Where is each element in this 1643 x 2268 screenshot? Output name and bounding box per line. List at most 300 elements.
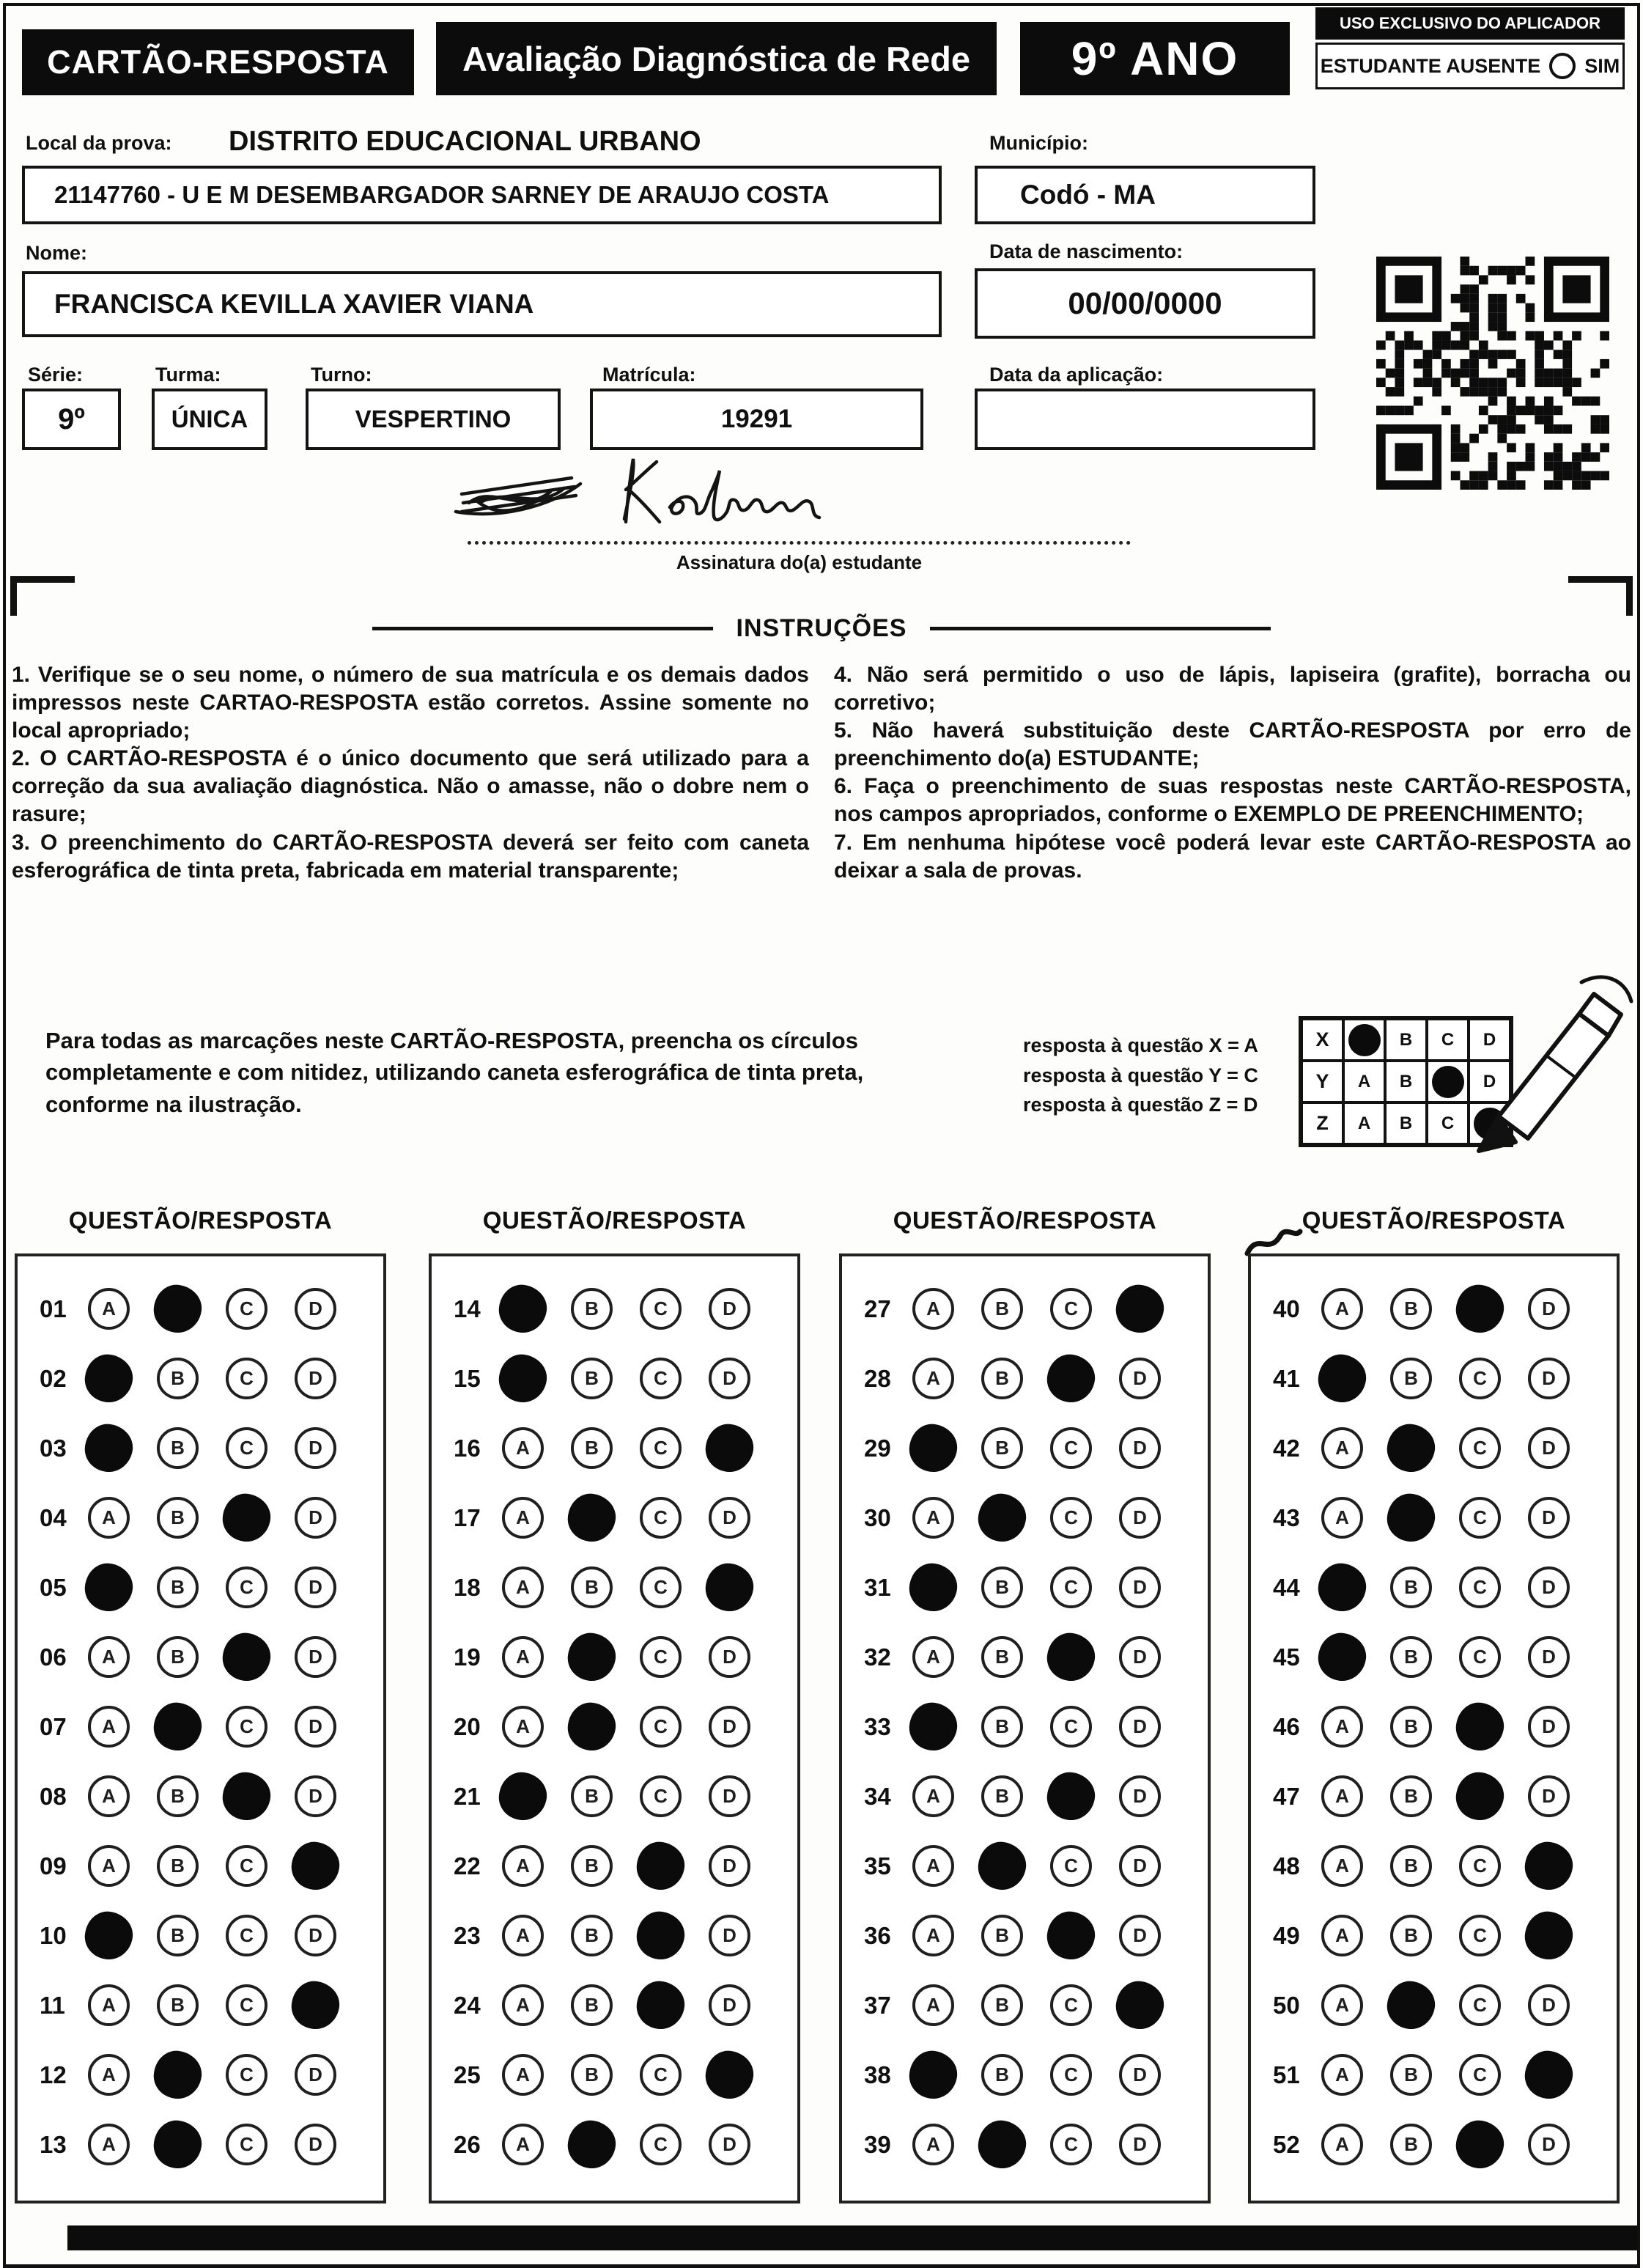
answer-bubble-b[interactable]: B <box>981 1636 1023 1678</box>
answer-bubble-d[interactable] <box>1113 1282 1167 1336</box>
column-header-2: QUESTÃO/RESPOSTA <box>482 1207 747 1234</box>
answer-bubble-c[interactable]: C <box>1050 1984 1092 2026</box>
answer-bubble-b[interactable]: B <box>157 1915 199 1956</box>
answer-bubble-a[interactable]: A <box>88 1706 130 1748</box>
instructions-rule-right <box>930 627 1271 630</box>
answer-bubble-b[interactable] <box>565 1700 619 1753</box>
answer-bubble-b[interactable]: B <box>157 1358 199 1399</box>
answer-bubble-d[interactable]: D <box>1119 1358 1161 1399</box>
answer-bubble-d[interactable] <box>1522 1909 1576 1962</box>
answer-bubble-d[interactable]: D <box>295 1288 336 1330</box>
question-number: 50 <box>1273 1991 1300 2019</box>
answer-bubble-b[interactable]: B <box>571 1984 613 2026</box>
answer-bubble-c[interactable]: C <box>640 1566 682 1608</box>
answers-column-3 <box>839 1253 1211 2203</box>
answer-bubble-a[interactable]: A <box>502 1566 544 1608</box>
answer-bubble-d[interactable]: D <box>1119 1497 1161 1539</box>
question-row <box>432 1413 797 1483</box>
answer-bubble-a[interactable]: A <box>88 1497 130 1539</box>
answer-bubble-b[interactable]: B <box>157 1845 199 1887</box>
answer-bubble-d[interactable]: D <box>295 2054 336 2096</box>
answer-bubble-d[interactable] <box>703 1421 756 1475</box>
answer-bubble-b[interactable]: B <box>571 1288 613 1330</box>
answer-bubble-b[interactable]: B <box>571 1915 613 1956</box>
question-row <box>432 1274 797 1344</box>
answer-bubble-a[interactable]: A <box>912 1984 954 2026</box>
question-number: 32 <box>864 1643 891 1671</box>
answer-bubble-b[interactable]: B <box>157 1427 199 1469</box>
question-number: 43 <box>1273 1503 1300 1531</box>
answer-bubble-c[interactable] <box>634 1978 687 2032</box>
answer-bubble-a[interactable]: A <box>912 2124 954 2165</box>
answer-bubble-a[interactable]: A <box>502 2054 544 2096</box>
answer-bubble-c[interactable]: C <box>1459 1566 1501 1608</box>
signature-dotted-line <box>468 541 1131 545</box>
question-row <box>1251 1692 1617 1761</box>
answer-bubble-b[interactable]: B <box>981 1775 1023 1817</box>
question-number: 47 <box>1273 1782 1300 1810</box>
answer-bubble-d[interactable]: D <box>295 1775 336 1817</box>
answer-bubble-d[interactable]: D <box>1528 1566 1570 1608</box>
instruction-item: 7. Em nenhuma hipótese você poderá levar este CARTÃO-RESPOSTA ao deixar a sala de provas. <box>834 830 1631 883</box>
answer-bubble-a[interactable]: A <box>1321 1427 1363 1469</box>
answer-bubble-b[interactable]: B <box>1390 1706 1432 1748</box>
question-number: 08 <box>40 1782 67 1810</box>
answer-bubble-c[interactable] <box>634 1909 687 1962</box>
question-number: 39 <box>864 2130 891 2158</box>
turma-value: ÚNICA <box>171 405 248 432</box>
answer-bubble-a[interactable]: A <box>502 1915 544 1956</box>
answer-bubble-d[interactable]: D <box>295 1636 336 1678</box>
answer-bubble-a[interactable]: A <box>1321 1775 1363 1817</box>
answer-bubble-d[interactable]: D <box>1119 1845 1161 1887</box>
answer-bubble-a[interactable]: A <box>88 1775 130 1817</box>
example-cell-d <box>1469 1102 1510 1144</box>
answer-bubble-c[interactable]: C <box>1050 1427 1092 1469</box>
answer-bubble-a[interactable]: A <box>1321 1706 1363 1748</box>
grade-badge: 9º ANO <box>1020 22 1290 95</box>
answer-bubble-b[interactable] <box>1384 1978 1438 2032</box>
answer-bubble-b[interactable]: B <box>157 1984 199 2026</box>
answers-column-2 <box>429 1253 800 2203</box>
municipio-label: Município: <box>989 132 1088 154</box>
answer-bubble-b[interactable]: B <box>571 1358 613 1399</box>
question-number: 36 <box>864 1921 891 1949</box>
answer-bubble-b[interactable]: B <box>981 1566 1023 1608</box>
answer-bubble-d[interactable]: D <box>1528 1358 1570 1399</box>
answer-bubble-a[interactable] <box>82 1352 136 1405</box>
answer-bubble-b[interactable]: B <box>157 1566 199 1608</box>
example-row-label: X <box>1302 1019 1343 1061</box>
question-number: 02 <box>40 1364 67 1392</box>
answer-bubble-d[interactable]: D <box>295 1427 336 1469</box>
answer-bubble-d[interactable]: D <box>1528 1288 1570 1330</box>
question-number: 44 <box>1273 1573 1300 1601</box>
answer-bubble-a[interactable] <box>496 1770 550 1823</box>
answer-bubble-d[interactable]: D <box>709 1358 750 1399</box>
answer-bubble-a[interactable]: A <box>502 1427 544 1469</box>
answer-bubble-a[interactable]: A <box>88 1636 130 1678</box>
answer-bubble-a[interactable]: A <box>1321 2054 1363 2096</box>
example-cell-b: B <box>1385 1102 1427 1144</box>
answer-bubble-d[interactable] <box>703 1561 756 1614</box>
answer-bubble-c[interactable]: C <box>1050 1566 1092 1608</box>
answer-bubble-c[interactable]: C <box>1459 1984 1501 2026</box>
question-number: 17 <box>454 1503 481 1531</box>
answer-bubble-a[interactable]: A <box>912 1636 954 1678</box>
answer-bubble-c[interactable]: C <box>226 1845 267 1887</box>
question-row <box>432 2040 797 2110</box>
question-row <box>1251 1274 1617 1344</box>
question-number: 31 <box>864 1573 891 1601</box>
answer-bubble-c[interactable] <box>1044 1770 1098 1823</box>
instruction-item: 5. Não haverá substituição deste CARTÃO-RESPOSTA por erro de preenchimento do(a) ESTUDANTE; <box>834 718 1631 771</box>
answer-bubble-d[interactable]: D <box>295 2124 336 2165</box>
question-row <box>842 1970 1208 2040</box>
question-number: 13 <box>40 2130 67 2158</box>
answer-bubble-a[interactable] <box>907 1561 960 1614</box>
answer-bubble-c[interactable]: C <box>226 1915 267 1956</box>
answer-bubble-c[interactable] <box>1453 2118 1507 2171</box>
answer-bubble-b[interactable] <box>565 1630 619 1684</box>
answer-bubble-a[interactable]: A <box>912 1497 954 1539</box>
question-number: 27 <box>864 1295 891 1322</box>
answer-bubble-b[interactable] <box>151 2048 204 2102</box>
answer-bubble-c[interactable]: C <box>640 1706 682 1748</box>
answer-bubble-c[interactable]: C <box>1050 2054 1092 2096</box>
answer-bubble-a[interactable]: A <box>88 1288 130 1330</box>
answer-bubble-b[interactable]: B <box>1390 1915 1432 1956</box>
answer-bubble-b[interactable]: B <box>1390 1566 1432 1608</box>
answer-bubble-d[interactable]: D <box>1119 1566 1161 1608</box>
answer-bubble-c[interactable]: C <box>640 1775 682 1817</box>
answer-bubble-a[interactable]: A <box>502 1706 544 1748</box>
answer-bubble-d[interactable]: D <box>1119 1427 1161 1469</box>
question-number: 03 <box>40 1434 67 1462</box>
instructions-title: INSTRUÇÕES <box>736 614 907 642</box>
answer-bubble-d[interactable]: D <box>1528 2124 1570 2165</box>
answer-bubble-b[interactable]: B <box>1390 2054 1432 2096</box>
question-row <box>842 1831 1208 1901</box>
turma-label: Turma: <box>155 364 221 386</box>
nome-label: Nome: <box>26 242 88 264</box>
answer-bubble-b[interactable] <box>1384 1491 1438 1544</box>
question-row <box>432 1553 797 1622</box>
answer-bubble-b[interactable] <box>565 2118 619 2171</box>
example-cell-c: C <box>1427 1102 1469 1144</box>
answer-bubble-d[interactable]: D <box>1119 2054 1161 2096</box>
answer-bubble-c[interactable]: C <box>226 1288 267 1330</box>
page-border-top <box>3 3 1640 6</box>
question-row <box>18 1761 383 1831</box>
answer-bubble-c[interactable]: C <box>1050 2124 1092 2165</box>
answer-bubble-d[interactable]: D <box>1119 1775 1161 1817</box>
question-row <box>432 1831 797 1901</box>
question-number: 45 <box>1273 1643 1300 1671</box>
question-row <box>1251 1761 1617 1831</box>
answer-bubble-b[interactable]: B <box>571 2054 613 2096</box>
answer-bubble-d[interactable] <box>289 1839 342 1893</box>
question-row <box>842 1274 1208 1344</box>
question-row <box>18 2110 383 2179</box>
answer-bubble-d[interactable]: D <box>1528 1775 1570 1817</box>
example-grid <box>1299 1016 1513 1147</box>
answer-bubble-a[interactable]: A <box>912 1845 954 1887</box>
answer-bubble-b[interactable]: B <box>1390 1358 1432 1399</box>
answer-bubble-d[interactable]: D <box>295 1358 336 1399</box>
answers-column-4 <box>1248 1253 1620 2203</box>
answer-bubble-d[interactable]: D <box>1528 1984 1570 2026</box>
answer-bubble-b[interactable]: B <box>571 1427 613 1469</box>
answer-bubble-b[interactable] <box>151 1700 204 1753</box>
answer-bubble-b[interactable]: B <box>981 2054 1023 2096</box>
answer-bubble-a[interactable]: A <box>912 1775 954 1817</box>
answer-bubble-c[interactable]: C <box>1459 2054 1501 2096</box>
answer-bubble-d[interactable]: D <box>295 1497 336 1539</box>
answer-bubble-c[interactable] <box>220 1491 273 1544</box>
matricula-value: 19291 <box>720 405 793 433</box>
question-row <box>18 1413 383 1483</box>
answer-bubble-c[interactable]: C <box>1459 1427 1501 1469</box>
answer-bubble-c[interactable] <box>1044 1352 1098 1405</box>
answer-bubble-c[interactable] <box>220 1770 273 1823</box>
example-cell-d: D <box>1469 1061 1510 1102</box>
answer-bubble-a[interactable]: A <box>502 1497 544 1539</box>
answer-bubble-c[interactable]: C <box>640 2054 682 2096</box>
answer-bubble-c[interactable]: C <box>640 1636 682 1678</box>
answer-bubble-b[interactable]: B <box>157 1775 199 1817</box>
answer-bubble-b[interactable]: B <box>1390 2124 1432 2165</box>
answer-bubble-c[interactable]: C <box>1050 1706 1092 1748</box>
answer-bubble-c[interactable]: C <box>1459 1845 1501 1887</box>
absent-option-label: SIM <box>1584 54 1620 77</box>
question-row <box>842 1622 1208 1692</box>
answer-bubble-a[interactable] <box>496 1352 550 1405</box>
answer-bubble-c[interactable]: C <box>1050 1845 1092 1887</box>
answer-bubble-c[interactable]: C <box>226 1984 267 2026</box>
answer-bubble-a[interactable] <box>496 1282 550 1336</box>
answer-bubble-d[interactable] <box>289 1978 342 2032</box>
answer-bubble-d[interactable] <box>703 2048 756 2102</box>
answer-bubble-d[interactable]: D <box>709 1775 750 1817</box>
answer-bubble-d[interactable]: D <box>1528 1636 1570 1678</box>
answer-bubble-a[interactable]: A <box>912 1358 954 1399</box>
answer-bubble-c[interactable]: C <box>226 2124 267 2165</box>
answer-bubble-c[interactable]: C <box>1459 1915 1501 1956</box>
question-number: 33 <box>864 1712 891 1740</box>
answer-bubble-c[interactable]: C <box>1050 1497 1092 1539</box>
question-number: 18 <box>454 1573 481 1601</box>
answer-bubble-b[interactable]: B <box>157 1636 199 1678</box>
answer-bubble-c[interactable]: C <box>640 1427 682 1469</box>
answer-bubble-d[interactable] <box>1522 2048 1576 2102</box>
answer-bubble-a[interactable]: A <box>502 2124 544 2165</box>
example-grid-row <box>1302 1102 1510 1144</box>
answer-bubble-a[interactable]: A <box>1321 1288 1363 1330</box>
answer-bubble-a[interactable]: A <box>88 2054 130 2096</box>
aplicador-banner: USO EXCLUSIVO DO APLICADOR <box>1315 7 1625 40</box>
answer-bubble-c[interactable] <box>1453 1700 1507 1753</box>
answer-bubble-b[interactable]: B <box>571 1566 613 1608</box>
answer-bubble-c[interactable] <box>1044 1630 1098 1684</box>
answer-bubble-c[interactable]: C <box>640 1497 682 1539</box>
answer-bubble-d[interactable]: D <box>295 1566 336 1608</box>
answer-bubble-d[interactable] <box>1522 1839 1576 1893</box>
answer-bubble-c[interactable] <box>1044 1909 1098 1962</box>
question-row <box>1251 2040 1617 2110</box>
assessment-title: Avaliação Diagnóstica de Rede <box>436 22 997 95</box>
answer-bubble-b[interactable]: B <box>157 1497 199 1539</box>
answer-bubble-b[interactable] <box>151 2118 204 2171</box>
answer-bubble-d[interactable]: D <box>1119 1706 1161 1748</box>
answer-bubble-c[interactable] <box>1453 1770 1507 1823</box>
answer-bubble-a[interactable]: A <box>912 1915 954 1956</box>
answer-bubble-d[interactable]: D <box>1528 1427 1570 1469</box>
answer-bubble-d[interactable]: D <box>295 1915 336 1956</box>
answer-bubble-c[interactable]: C <box>640 1358 682 1399</box>
answer-bubble-c[interactable]: C <box>640 2124 682 2165</box>
example-legend-line: resposta à questão X = A <box>1023 1034 1258 1056</box>
answer-bubble-b[interactable] <box>1384 1421 1438 1475</box>
answer-bubble-a[interactable]: A <box>1321 1984 1363 2026</box>
example-cell-d: D <box>1469 1019 1510 1061</box>
answer-bubble-d[interactable]: D <box>295 1706 336 1748</box>
answer-bubble-a[interactable] <box>82 1421 136 1475</box>
question-row <box>1251 1413 1617 1483</box>
answer-bubble-b[interactable] <box>975 2118 1029 2171</box>
answer-bubble-d[interactable]: D <box>709 1706 750 1748</box>
page-border-left <box>3 3 6 2268</box>
answer-bubble-b[interactable]: B <box>571 1775 613 1817</box>
answer-bubble-b[interactable] <box>975 1491 1029 1544</box>
answer-bubble-a[interactable]: A <box>1321 1845 1363 1887</box>
answer-bubble-b[interactable] <box>975 1839 1029 1893</box>
answer-bubble-d[interactable]: D <box>709 1915 750 1956</box>
matricula-label: Matrícula: <box>602 364 696 386</box>
answer-bubble-b[interactable]: B <box>571 1845 613 1887</box>
answer-bubble-b[interactable]: B <box>981 1288 1023 1330</box>
answer-bubble-b[interactable]: B <box>981 1427 1023 1469</box>
question-number: 15 <box>454 1364 481 1392</box>
answer-bubble-b[interactable]: B <box>981 1706 1023 1748</box>
question-number: 04 <box>40 1503 67 1531</box>
column-header-3: QUESTÃO/RESPOSTA <box>893 1207 1157 1234</box>
answer-bubble-b[interactable]: B <box>1390 1775 1432 1817</box>
example-cell-b: B <box>1385 1019 1427 1061</box>
answer-bubble-a[interactable] <box>1315 1561 1369 1614</box>
answer-bubble-a[interactable]: A <box>1321 1915 1363 1956</box>
answer-bubble-c[interactable]: C <box>640 1288 682 1330</box>
answer-bubble-b[interactable]: B <box>981 1984 1023 2026</box>
question-row <box>18 1274 383 1344</box>
signature-caption: Assinatura do(a) estudante <box>676 551 923 573</box>
question-number: 28 <box>864 1364 891 1392</box>
serie-value: 9º <box>58 402 85 435</box>
answer-bubble-a[interactable] <box>82 1561 136 1614</box>
answer-bubble-c[interactable]: C <box>1459 1497 1501 1539</box>
answer-bubble-c[interactable]: C <box>226 1566 267 1608</box>
answer-bubble-a[interactable] <box>907 1421 960 1475</box>
answer-bubble-a[interactable]: A <box>912 1288 954 1330</box>
turma-field <box>152 389 267 450</box>
answer-bubble-d[interactable]: D <box>1119 1915 1161 1956</box>
question-number: 35 <box>864 1852 891 1879</box>
example-legend <box>1023 1031 1258 1120</box>
question-number: 30 <box>864 1503 891 1531</box>
answer-bubble-d[interactable]: D <box>709 1984 750 2026</box>
school-field <box>22 166 942 224</box>
answer-bubble-d[interactable]: D <box>1528 1497 1570 1539</box>
question-row <box>1251 1831 1617 1901</box>
answer-bubble-a[interactable]: A <box>1321 1497 1363 1539</box>
answer-bubble-a[interactable]: A <box>1321 2124 1363 2165</box>
absent-checkbox-circle[interactable] <box>1549 53 1576 79</box>
answer-bubble-d[interactable]: D <box>709 1288 750 1330</box>
answer-bubble-d[interactable]: D <box>709 2124 750 2165</box>
example-cell-a: A <box>1343 1061 1385 1102</box>
answer-bubble-b[interactable] <box>565 1491 619 1544</box>
answer-bubble-a[interactable] <box>82 1909 136 1962</box>
answer-bubble-a[interactable] <box>1315 1630 1369 1684</box>
answer-bubble-a[interactable] <box>907 1700 960 1753</box>
answer-bubble-b[interactable]: B <box>981 1915 1023 1956</box>
answer-bubble-a[interactable]: A <box>502 1636 544 1678</box>
answer-bubble-c[interactable]: C <box>226 1427 267 1469</box>
answer-bubble-c[interactable]: C <box>226 2054 267 2096</box>
answer-bubble-d[interactable]: D <box>709 1636 750 1678</box>
question-number: 41 <box>1273 1364 1300 1392</box>
answer-bubble-c[interactable]: C <box>1459 1636 1501 1678</box>
school-value: 21147760 - U E M DESEMBARGADOR SARNEY DE ARAUJO COSTA <box>54 181 830 208</box>
question-number: 20 <box>454 1712 481 1740</box>
question-row <box>842 2040 1208 2110</box>
answer-bubble-a[interactable] <box>1315 1352 1369 1405</box>
answer-bubble-c[interactable]: C <box>1050 1288 1092 1330</box>
answer-bubble-c[interactable]: C <box>226 1358 267 1399</box>
answer-bubble-a[interactable]: A <box>88 1845 130 1887</box>
student-signature <box>440 446 894 541</box>
answers-column-1 <box>15 1253 386 2203</box>
answer-bubble-a[interactable] <box>907 2048 960 2102</box>
answer-bubble-d[interactable]: D <box>709 1497 750 1539</box>
answer-bubble-a[interactable]: A <box>88 1984 130 2026</box>
answer-bubble-b[interactable]: B <box>981 1358 1023 1399</box>
question-number: 06 <box>40 1643 67 1671</box>
answer-bubble-d[interactable]: D <box>1119 1636 1161 1678</box>
answer-bubble-c[interactable] <box>634 1839 687 1893</box>
answer-bubble-d[interactable]: D <box>709 1845 750 1887</box>
answer-bubble-b[interactable]: B <box>1390 1288 1432 1330</box>
sheet-title: CARTÃO-RESPOSTA <box>22 29 414 95</box>
answer-bubble-d[interactable]: D <box>1528 1706 1570 1748</box>
answer-bubble-c[interactable]: C <box>226 1706 267 1748</box>
answer-bubble-a[interactable]: A <box>502 1845 544 1887</box>
answer-bubble-b[interactable]: B <box>1390 1636 1432 1678</box>
turno-value: VESPERTINO <box>355 405 512 432</box>
answer-bubble-b[interactable] <box>151 1282 204 1336</box>
answer-bubble-a[interactable]: A <box>502 1984 544 2026</box>
question-number: 42 <box>1273 1434 1300 1462</box>
answer-bubble-c[interactable] <box>1453 1282 1507 1336</box>
answer-bubble-a[interactable]: A <box>88 2124 130 2165</box>
answer-bubble-d[interactable]: D <box>1119 2124 1161 2165</box>
answer-bubble-d[interactable] <box>1113 1978 1167 2032</box>
answer-bubble-c[interactable]: C <box>1459 1358 1501 1399</box>
question-number: 48 <box>1273 1852 1300 1879</box>
answer-bubble-b[interactable]: B <box>1390 1845 1432 1887</box>
question-row <box>842 1553 1208 1622</box>
answer-bubble-c[interactable] <box>220 1630 273 1684</box>
